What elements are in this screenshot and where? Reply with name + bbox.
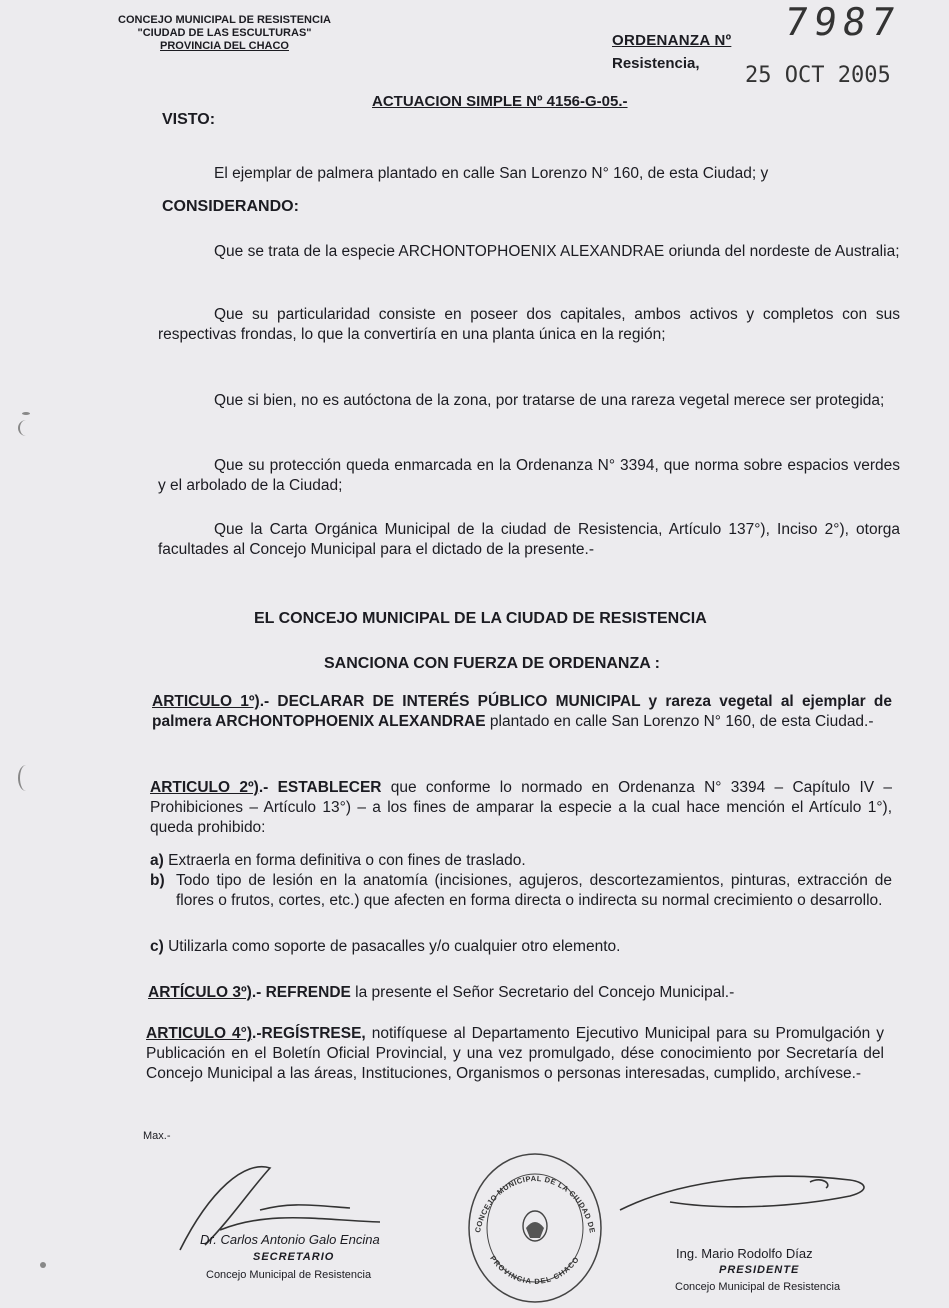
scan-mark <box>40 1262 46 1268</box>
list-item-text: Extraerla en forma definitiva o con fines de traslado. <box>168 852 526 869</box>
seal-bottom-text: PROVINCIA DEL CHACO <box>488 1253 582 1287</box>
seal-graphic <box>460 1138 610 1303</box>
secretary-role: SECRETARIO <box>253 1251 335 1263</box>
city-label: Resistencia, <box>612 55 700 72</box>
seal-top-text: CONCEJO MUNICIPAL DE LA CIUDAD DE <box>473 1173 598 1235</box>
list-item-text: Todo tipo de lesión en la anatomía (incisiones, agujeros, descortezamientos, pinturas, extracción de flores o frutos, cortes, etc.) que afecten en forma directa o indirecta su normal crecimiento o desarrollo. <box>176 872 892 909</box>
ordenanza-number: 7987 <box>781 0 904 44</box>
org-province: PROVINCIA DEL CHACO <box>160 40 289 52</box>
article-separator: .- <box>258 779 278 796</box>
article-text: que conforme lo normado en Ordenanza N° 3394 – Capítulo IV – Prohibiciones – Artículo 13°) – a los fines de amparar la especie a la cual hace mención el Artículo 1°), queda prohibido: <box>150 779 892 836</box>
president-org: Concejo Municipal de Resistencia <box>675 1281 841 1293</box>
list-item <box>150 851 892 871</box>
article-separator: .- <box>251 984 266 1001</box>
list-item-text: Utilizarla como soporte de pasacalles y/o cualquier otro elemento. <box>168 938 621 955</box>
visto-text: El ejemplar de palmera plantado en calle San Lorenzo N° 160, de esta Ciudad; y <box>214 165 769 182</box>
visto-heading: VISTO: <box>162 111 216 128</box>
sanciona-heading: SANCIONA CON FUERZA DE ORDENANZA : <box>324 655 660 672</box>
secretary-org: Concejo Municipal de Resistencia <box>206 1269 372 1281</box>
article-title: ARTICULO 1º) <box>152 693 260 710</box>
considerando-heading: CONSIDERANDO: <box>162 198 299 215</box>
article-text: notifíquese al Departamento Ejecutivo Municipal para su Promulgación y Publicación en el Boletín Oficial Provincial, y una vez promulgado, dése conocimiento por Secretaría del Concejo Municipal a las áreas, Instituciones, Organismos o personas interesadas, cumplido, archívese.- <box>146 1025 884 1082</box>
stamped-date: 25 OCT 2005 <box>745 63 891 88</box>
article-bold-text: DECLARAR DE INTERÉS PÚBLICO MUNICIPAL y rareza vegetal al ejemplar de palmera ARCHONTOPHOENIX ALEXANDRAE <box>152 693 892 730</box>
article-4 <box>146 1024 884 1084</box>
article-separator: .- <box>252 1025 262 1042</box>
ordenanza-label: ORDENANZA Nº <box>612 32 732 49</box>
list-item-label: c) <box>150 938 164 955</box>
scan-mark <box>18 420 34 436</box>
president-signature <box>610 1160 890 1220</box>
article-text: la presente el Señor Secretario del Concejo Municipal.- <box>350 984 735 1001</box>
actuacion-number: ACTUACION SIMPLE Nº 4156-G-05.- <box>372 93 628 110</box>
article-bold-text: ESTABLECER <box>277 779 382 796</box>
article-text: plantado en calle San Lorenzo N° 160, de esta Ciudad.- <box>485 713 874 730</box>
article-bold-text: REFRENDE <box>265 984 351 1001</box>
article-3 <box>148 983 892 1003</box>
list-item <box>150 871 892 911</box>
svg-text:PROVINCIA DEL CHACO <box>488 1254 581 1286</box>
council-seal <box>460 1138 610 1303</box>
article-title: ARTÍCULO 3º) <box>148 984 252 1001</box>
article-title: ARTICULO 4°) <box>146 1025 253 1042</box>
considerando-paragraph: Que la Carta Orgánica Municipal de la ciudad de Resistencia, Artículo 137°), Inciso 2°), otorga facultades al Concejo Municipal para el dictado de la presente.- <box>158 521 900 558</box>
article-2 <box>150 778 892 838</box>
org-name: CONCEJO MUNICIPAL DE RESISTENCIA <box>118 14 331 26</box>
typist-initials: Max.- <box>143 1130 171 1142</box>
president-role: PRESIDENTE <box>719 1264 800 1276</box>
list-item <box>150 937 892 957</box>
org-motto: "CIUDAD DE LAS ESCULTURAS" <box>137 27 312 39</box>
article-bold-text: REGÍSTRESE, <box>261 1025 366 1042</box>
article-title: ARTICULO 2º) <box>150 779 259 796</box>
list-item-label: b) <box>150 872 165 889</box>
council-heading: EL CONCEJO MUNICIPAL DE LA CIUDAD DE RESISTENCIA <box>254 610 707 627</box>
organization-header <box>92 14 357 53</box>
scan-mark <box>22 412 30 415</box>
article-1 <box>152 692 892 732</box>
considerando-paragraph: Que se trata de la especie ARCHONTOPHOENIX ALEXANDRAE oriunda del nordeste de Australia; <box>214 243 900 260</box>
considerando-paragraph: Que su particularidad consiste en poseer dos capitales, ambos activos y completos con sus respectivas frondas, lo que la convertiría en una planta única en la región; <box>158 306 900 343</box>
article-separator: .- <box>259 693 278 710</box>
considerando-paragraph: Que si bien, no es autóctona de la zona, por tratarse de una rareza vegetal merece ser protegida; <box>214 392 885 409</box>
secretary-name: Dr. Carlos Antonio Galo Encina <box>200 1232 380 1247</box>
list-item-label: a) <box>150 852 164 869</box>
president-name: Ing. Mario Rodolfo Díaz <box>676 1246 813 1261</box>
scan-mark <box>18 765 34 791</box>
considerando-paragraph: Que su protección queda enmarcada en la Ordenanza N° 3394, que norma sobre espacios verdes y el arbolado de la Ciudad; <box>158 457 900 494</box>
